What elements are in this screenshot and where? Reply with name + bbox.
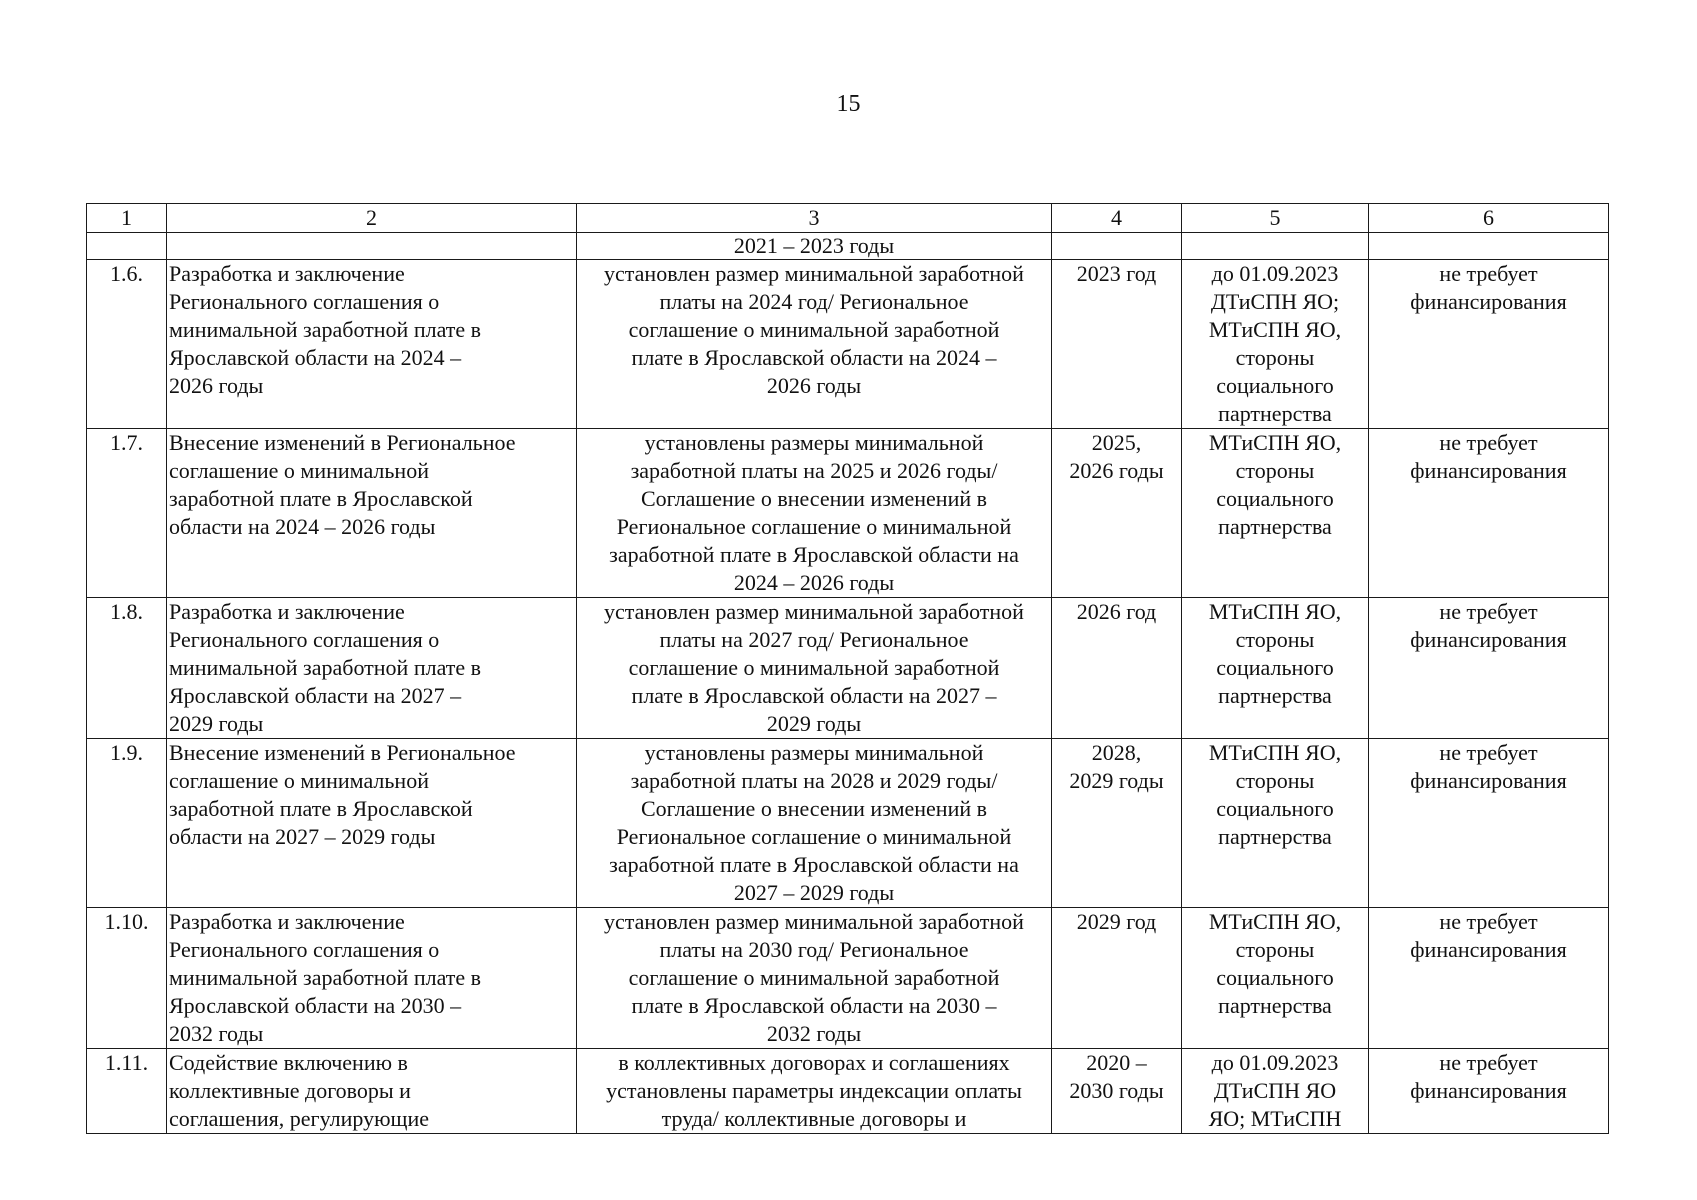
executor: МТиСПН ЯО, стороны социального партнерства bbox=[1182, 908, 1369, 1049]
subheader-empty-cell bbox=[167, 233, 577, 260]
row-number: 1.11. bbox=[87, 1049, 167, 1134]
table-row bbox=[87, 598, 1609, 739]
executor: МТиСПН ЯО, стороны социального партнерства bbox=[1182, 598, 1369, 739]
expected-result: установлен размер минимальной заработной платы на 2027 год/ Региональное соглашение о минимальной заработной плате в Ярославской области на 2027 – 2029 годы bbox=[577, 598, 1052, 739]
term: 2026 год bbox=[1052, 598, 1182, 739]
measure-name: Разработка и заключение Регионального соглашения о минимальной заработной плате в Ярославской области на 2030 – 2032 годы bbox=[167, 908, 577, 1049]
row-number: 1.7. bbox=[87, 429, 167, 598]
expected-result: установлены размеры минимальной заработной платы на 2025 и 2026 годы/ Соглашение о внесении изменений в Региональное соглашение о минимальной заработной плате в Ярославской области на 2024 – 2026 годы bbox=[577, 429, 1052, 598]
period-subheader-row bbox=[87, 233, 1609, 260]
term: 2020 – 2030 годы bbox=[1052, 1049, 1182, 1134]
funding: не требует финансирования bbox=[1369, 1049, 1609, 1134]
expected-result: установлен размер минимальной заработной платы на 2030 год/ Региональное соглашение о минимальной заработной плате в Ярославской области на 2030 – 2032 годы bbox=[577, 908, 1052, 1049]
measure-name: Разработка и заключение Регионального соглашения о минимальной заработной плате в Ярославской области на 2027 – 2029 годы bbox=[167, 598, 577, 739]
column-header-6: 6 bbox=[1369, 204, 1609, 233]
measure-name: Внесение изменений в Региональное соглашение о минимальной заработной плате в Ярославской области на 2027 – 2029 годы bbox=[167, 739, 577, 908]
measure-name: Содействие включению в коллективные договоры и соглашения, регулирующие bbox=[167, 1049, 577, 1134]
row-number: 1.8. bbox=[87, 598, 167, 739]
row-number: 1.9. bbox=[87, 739, 167, 908]
funding: не требует финансирования bbox=[1369, 739, 1609, 908]
executor: МТиСПН ЯО, стороны социального партнерства bbox=[1182, 739, 1369, 908]
column-header-2: 2 bbox=[167, 204, 577, 233]
executor: до 01.09.2023 ДТиСПН ЯО; МТиСПН ЯО, стороны социального партнерства bbox=[1182, 260, 1369, 429]
subheader-empty-cell bbox=[1052, 233, 1182, 260]
column-header-5: 5 bbox=[1182, 204, 1369, 233]
term: 2028, 2029 годы bbox=[1052, 739, 1182, 908]
column-header-3: 3 bbox=[577, 204, 1052, 233]
executor: до 01.09.2023 ДТиСПН ЯО ЯО; МТиСПН bbox=[1182, 1049, 1369, 1134]
page-number: 15 bbox=[836, 91, 861, 117]
period-subheader: 2021 – 2023 годы bbox=[577, 233, 1052, 260]
subheader-empty-cell bbox=[87, 233, 167, 260]
table-row bbox=[87, 908, 1609, 1049]
row-number: 1.6. bbox=[87, 260, 167, 429]
funding: не требует финансирования bbox=[1369, 429, 1609, 598]
executor: МТиСПН ЯО, стороны социального партнерства bbox=[1182, 429, 1369, 598]
term: 2025, 2026 годы bbox=[1052, 429, 1182, 598]
measures-table bbox=[86, 203, 1609, 1134]
table-row bbox=[87, 739, 1609, 908]
subheader-empty-cell bbox=[1369, 233, 1609, 260]
expected-result: установлен размер минимальной заработной платы на 2024 год/ Региональное соглашение о минимальной заработной плате в Ярославской области на 2024 – 2026 годы bbox=[577, 260, 1052, 429]
term: 2029 год bbox=[1052, 908, 1182, 1049]
measure-name: Разработка и заключение Регионального соглашения о минимальной заработной плате в Ярославской области на 2024 – 2026 годы bbox=[167, 260, 577, 429]
column-header-1: 1 bbox=[87, 204, 167, 233]
term: 2023 год bbox=[1052, 260, 1182, 429]
column-number-row bbox=[87, 204, 1609, 233]
funding: не требует финансирования bbox=[1369, 598, 1609, 739]
subheader-empty-cell bbox=[1182, 233, 1369, 260]
table-row bbox=[87, 429, 1609, 598]
table-row bbox=[87, 260, 1609, 429]
row-number: 1.10. bbox=[87, 908, 167, 1049]
expected-result: в коллективных договорах и соглашениях установлены параметры индексации оплаты труда/ коллективные договоры и bbox=[577, 1049, 1052, 1134]
funding: не требует финансирования bbox=[1369, 260, 1609, 429]
column-header-4: 4 bbox=[1052, 204, 1182, 233]
funding: не требует финансирования bbox=[1369, 908, 1609, 1049]
expected-result: установлены размеры минимальной заработной платы на 2028 и 2029 годы/ Соглашение о внесении изменений в Региональное соглашение о минимальной заработной плате в Ярославской области на 2027 – 2029 годы bbox=[577, 739, 1052, 908]
table-row bbox=[87, 1049, 1609, 1134]
measure-name: Внесение изменений в Региональное соглашение о минимальной заработной плате в Ярославской области на 2024 – 2026 годы bbox=[167, 429, 577, 598]
